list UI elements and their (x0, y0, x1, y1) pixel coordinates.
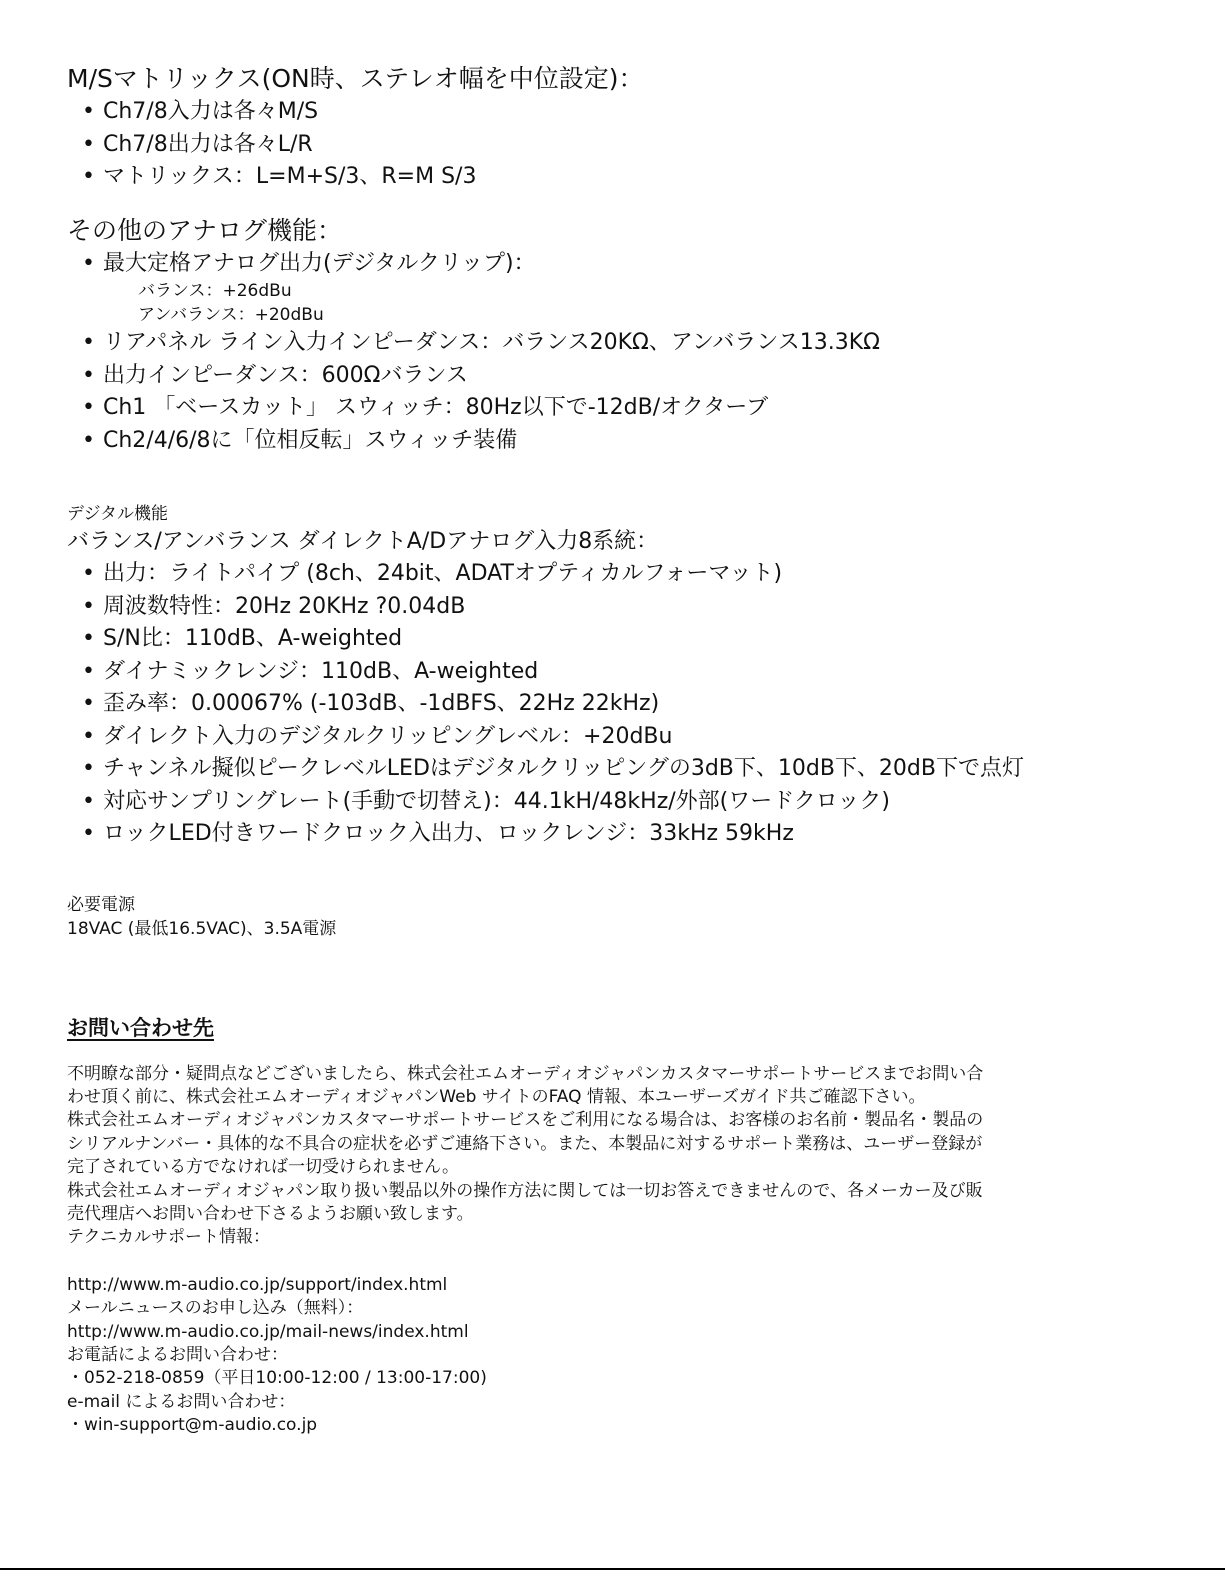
list-item: • 歪み率：0.00067% (-103dB、-1dBFS、22Hz 22kHz) (67, 688, 1167, 721)
email-address-link[interactable]: ・win-support@m-audio.co.jp (67, 1415, 318, 1436)
power-value: 18VAC (最低16.5VAC)、3.5A電源 (67, 918, 337, 939)
list-item: • チャンネル擬似ピークレベルLEDはデジタルクリッピングの3dB下、10dB下、20dB下で点灯 (67, 753, 1167, 786)
phone-number: ・052-218-0859（平日10:00-12:00 / 13:00-17:00) (67, 1368, 487, 1389)
bottom-rule (0, 1568, 1225, 1570)
analog-list-continued (67, 327, 1167, 457)
digital-heading: バランス/アンバランス ダイレクトA/Dアナログ入力8系統： (67, 529, 659, 554)
mail-news-url-link[interactable]: http://www.m-audio.co.jp/mail-news/index.html (67, 1321, 469, 1342)
spec-page (67, 62, 1167, 1438)
contact-paragraph (67, 1063, 1167, 1250)
paragraph-line: わせ頂く前に、株式会社エムオーディオジャパンWeb サイトのFAQ 情報、本ユーザーズガイド共ご確認下さい。 (67, 1086, 926, 1107)
digital-section (67, 502, 1167, 851)
digital-label: デジタル機能 (67, 504, 168, 524)
balanced-output-value: バランス：+26dBu (138, 281, 292, 301)
list-item: • Ch7/8入力は各々M/S (67, 96, 1167, 129)
list-item: • ダイナミックレンジ：110dB、A-weighted (67, 656, 1167, 689)
list-item: • Ch2/4/6/8に「位相反転」スウィッチ装備 (67, 425, 1167, 458)
phone-label: お電話によるお問い合わせ： (67, 1344, 288, 1365)
list-item: • 周波数特性：20Hz 20KHz ?0.04dB (67, 591, 1167, 624)
list-item: • ダイレクト入力のデジタルクリッピングレベル：+20dBu (67, 721, 1167, 754)
list-item: • マトリックス：L=M+S/3、R=M S/3 (67, 161, 1167, 194)
paragraph-line: 株式会社エムオーディオジャパンカスタマーサポートサービスをご利用になる場合は、お客様のお名前・製品名・製品の (67, 1110, 984, 1131)
analog-section (67, 214, 1167, 458)
mail-news-label: メールニュースのお申し込み（無料）： (67, 1298, 364, 1319)
paragraph-line: 株式会社エムオーディオジャパン取り扱い製品以外の操作方法に関しては一切お答えできませんので、各メーカー及び販 (67, 1180, 983, 1201)
list-item: • 対応サンプリングレート(手動で切替え)：44.1kH/48kHz/外部(ワードクロック) (67, 786, 1167, 819)
paragraph-line: シリアルナンバー・具体的な不具合の症状を必ずご連絡下さい。また、本製品に対するサポート業務は、ユーザー登録が (67, 1133, 983, 1154)
contact-heading: お問い合わせ先 (67, 1015, 214, 1040)
support-url-link[interactable]: http://www.m-audio.co.jp/support/index.html (67, 1274, 448, 1295)
ms-matrix-list (67, 96, 1167, 194)
list-item: • Ch7/8出力は各々L/R (67, 129, 1167, 162)
ms-matrix-heading: M/Sマトリックス(ON時、ステレオ幅を中位設定)： (67, 64, 644, 93)
power-label: 必要電源 (67, 894, 135, 915)
paragraph-line: テクニカルサポート情報： (67, 1227, 270, 1248)
paragraph-line: 完了されている方でなければ一切受けられません。 (67, 1157, 460, 1178)
contact-info (67, 1274, 1167, 1438)
list-item: • ロックLED付きワードクロック入出力、ロックレンジ：33kHz 59kHz (67, 818, 1167, 851)
list-item: • 出力インピーダンス：600Ωバランス (67, 360, 1167, 393)
list-item: • 出力：ライトパイプ (8ch、24bit、ADATオプティカルフォーマット) (67, 558, 1167, 591)
paragraph-line: 不明瞭な部分・疑問点などございましたら、株式会社エムオーディオジャパンカスタマーサポートサービスまでお問い合 (67, 1063, 984, 1084)
power-section (67, 893, 1167, 941)
list-item: • リアパネル ライン入力インピーダンス：バランス20KΩ、アンバランス13.3KΩ (67, 327, 1167, 360)
list-item-max-output (67, 248, 1167, 281)
list-item: • Ch1 「ベースカット」 スウィッチ：80Hz以下で-12dB/オクターブ (67, 392, 1167, 425)
unbalanced-output-value: アンバランス：+20dBu (138, 304, 324, 325)
list-item: • S/N比：110dB、A-weighted (67, 623, 1167, 656)
paragraph-line: 売代理店へお問い合わせ下さるようお願い致します。 (67, 1203, 474, 1224)
analog-list (67, 248, 1167, 281)
contact-section (67, 1013, 1167, 1438)
analog-heading: その他のアナログ機能： (67, 215, 343, 245)
ms-matrix-section (67, 62, 1167, 194)
email-label: e-mail によるお問い合わせ： (67, 1391, 296, 1412)
digital-list (67, 558, 1167, 851)
max-output-label: 最大定格アナログ出力(デジタルクリップ)： (103, 250, 536, 276)
